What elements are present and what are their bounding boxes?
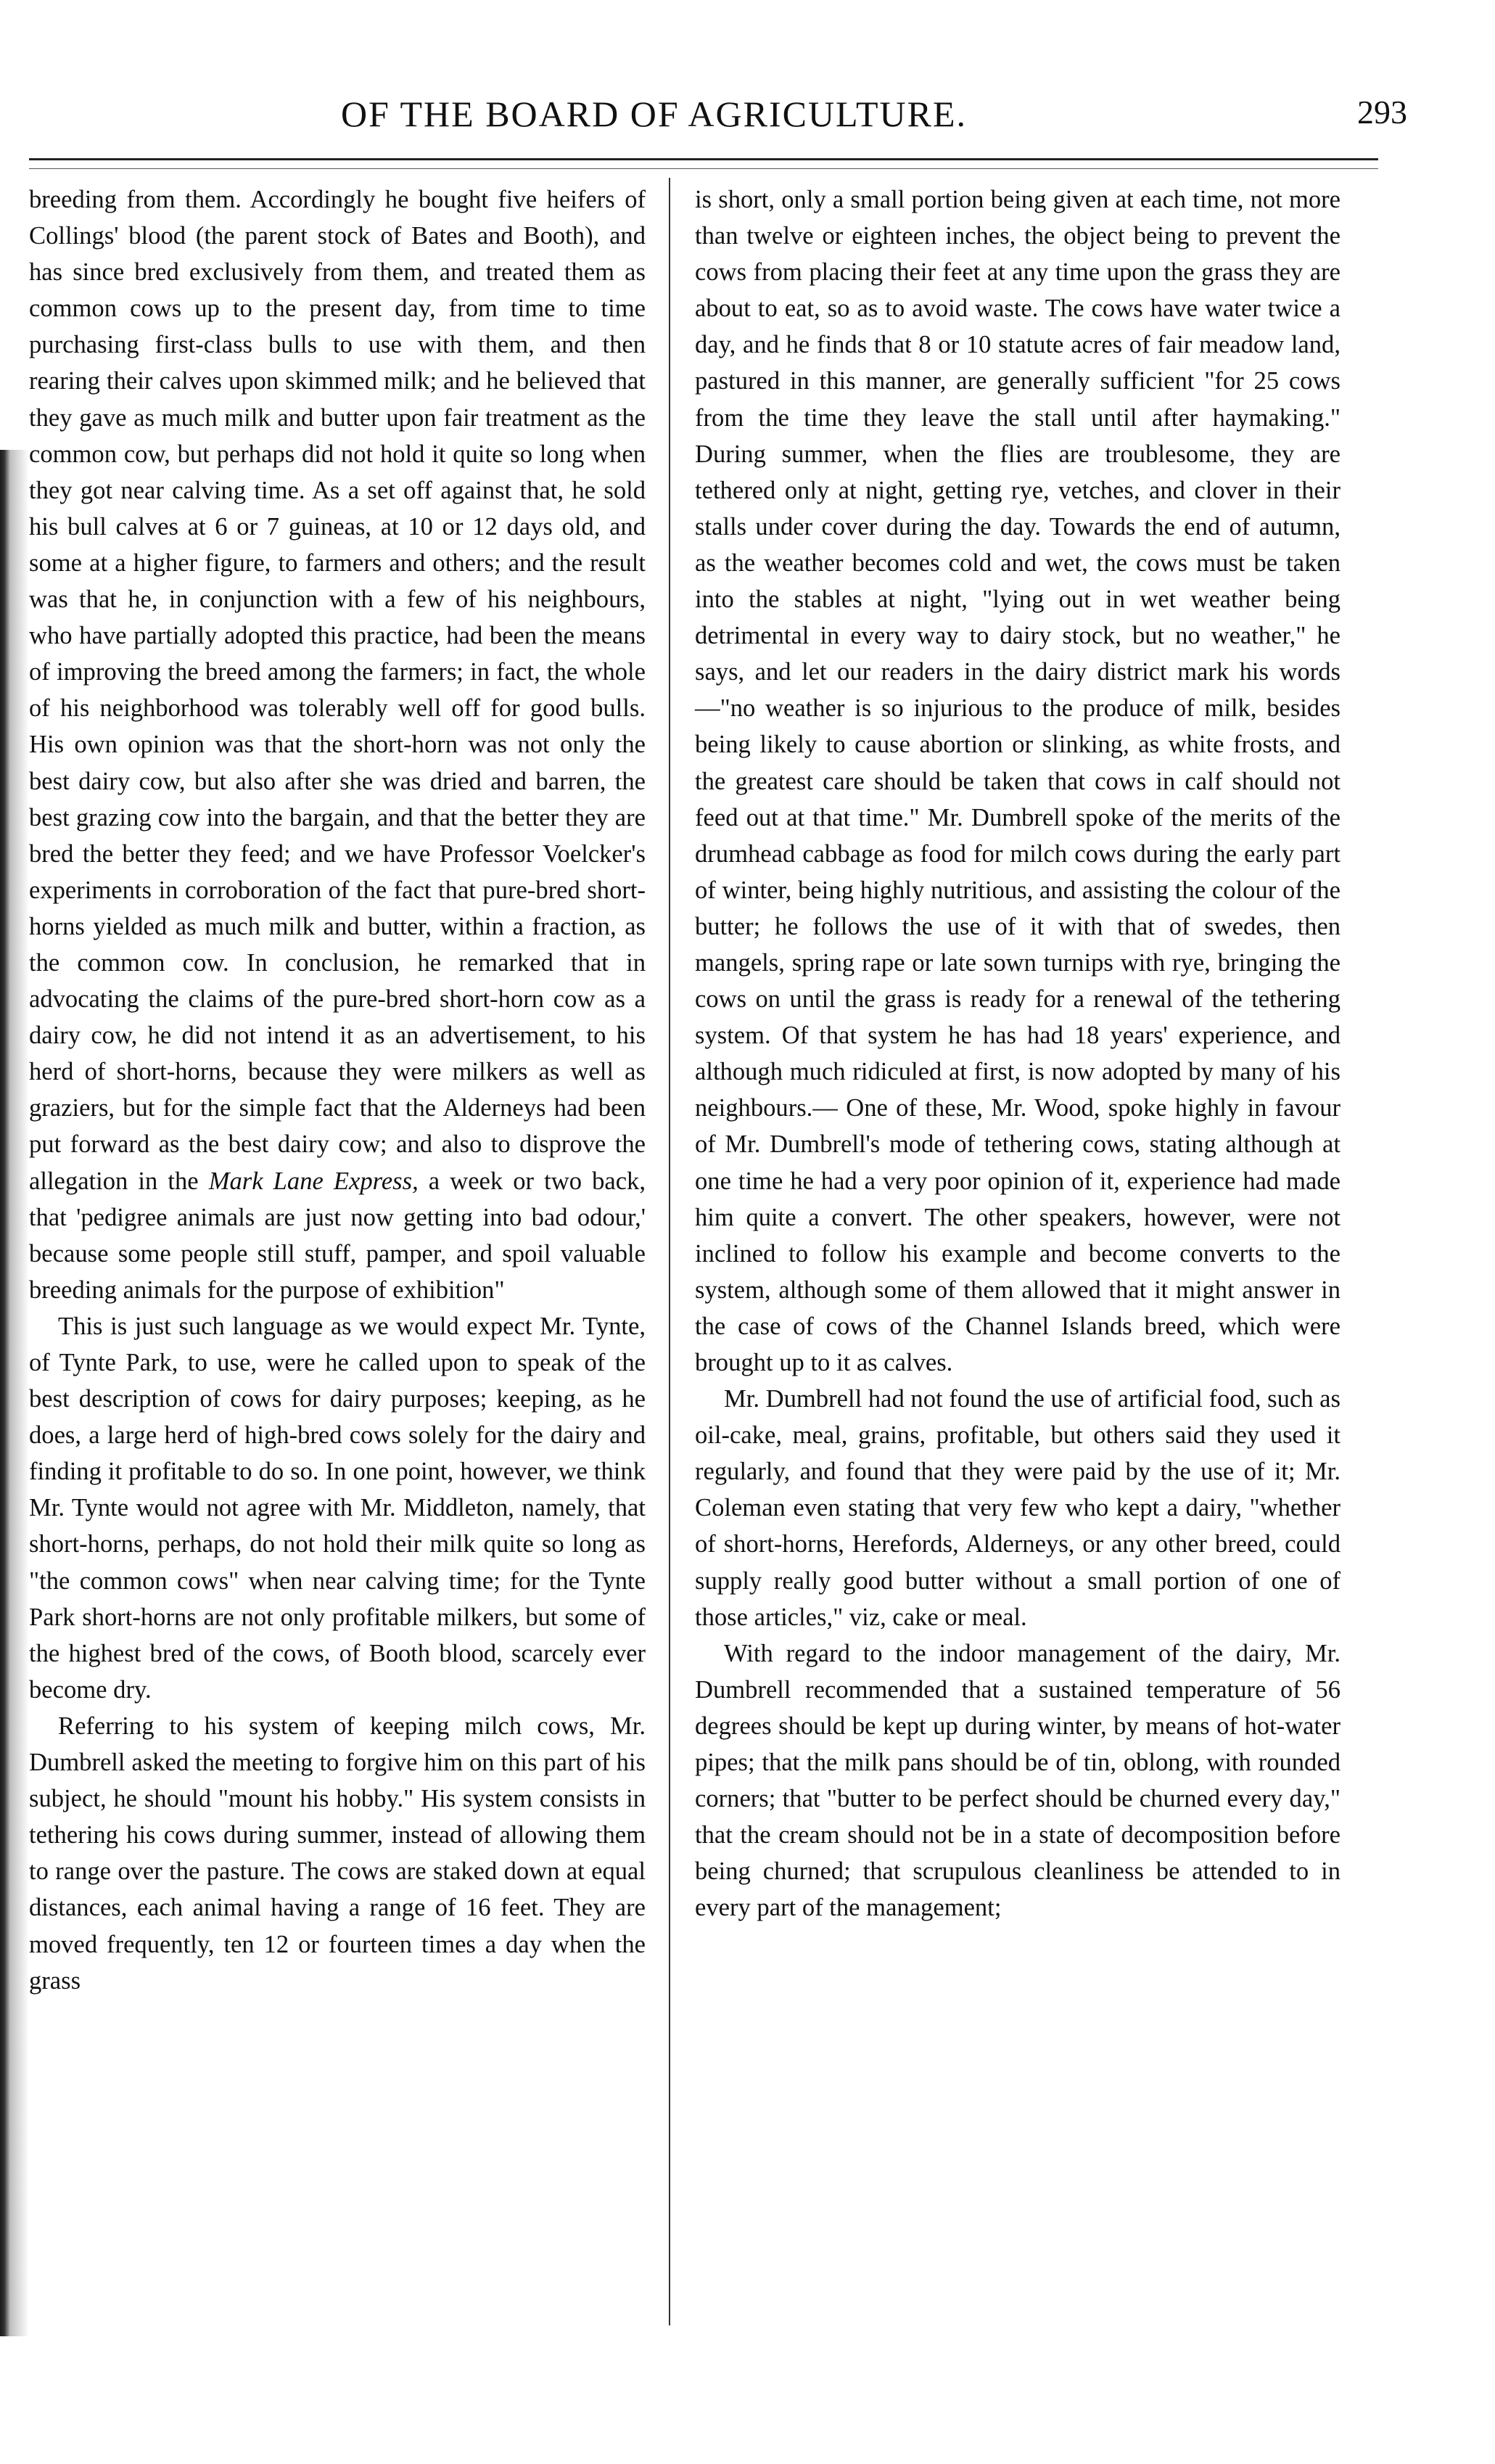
left-column xyxy=(29,181,646,1999)
binding-shadow xyxy=(0,450,29,2336)
header-rule xyxy=(29,158,1378,160)
left-paragraph-1-italic: Mark Lane Express, xyxy=(208,1167,419,1195)
running-title: OF THE BOARD OF AGRICULTURE. xyxy=(341,94,968,134)
left-paragraph-3: Referring to his system of keeping milch cows, Mr. Dumbrell asked the meeting to forgive him on this part of his subject, he should "mount his hobby." His system consists in tethering his cows during summer, instead of allowing them to range over the pasture. The cows are staked down at equal distances, each animal having a range of 16 feet. They are moved frequently, ten 12 or fourteen times a day when the grass xyxy=(29,1712,646,1995)
left-paragraph-1 xyxy=(29,181,646,1308)
right-column xyxy=(695,181,1340,1926)
page-number: 293 xyxy=(1357,94,1407,131)
header-rule-thin xyxy=(29,168,1378,169)
left-paragraph-2: This is just such language as we would expect Mr. Tynte, of Tynte Park, to use, were he called upon to speak of the best description of cows for dairy purposes; keeping, as he does, a large herd of high-bred cows solely for the dairy and finding it profitable to do so. In one point, however, we think Mr. Tynte would not agree with Mr. Middleton, namely, that short-horns, perhaps, do not hold their milk quite so long as "the common cows" when near calving time; for the Tynte Park short-horns are not only profitable milkers, but some of the highest bred of the cows, of Booth blood, scarcely ever become dry. xyxy=(29,1312,646,1704)
left-paragraph-1-text: breeding from them. Accordingly he bought five heifers of Collings' blood (the parent stock of Bates and Booth), and has since bred exclusively from them, and treated them as common cows up to the present day, from time to time purchasing first-class bulls to use with them, and then rearing their calves upon skimmed milk; and he believed that they gave as much milk and butter upon fair treatment as the common cow, but perhaps did not hold it quite so long when they got near calving time. As a set off against that, he sold his bull calves at 6 or 7 guineas, at 10 or 12 days old, and some at a higher figure, to farmers and others; and the result was that he, in conjunction with a few of his neighbours, who have partially adopted this practice, had been the means of improving the breed among the farmers; in fact, the whole of his neighborhood was tolerably well off for good bulls. His own opinion was that the short-horn was not only the best dairy cow, but also after she was dried and barren, the best grazing cow into the bargain, and that the better they are bred the better they feed; and we have Professor Voelcker's experiments in corroboration of the fact that pure-bred short-horns yielded as much milk and butter, within a fraction, as the common cow. In conclusion, he remarked that in advocating the claims of the pure-bred short-horn cow as a dairy cow, he did not intend it as an advertisement, to his herd of short-horns, because they were milkers as well as graziers, but for the simple fact that the Alderneys had been put forward as the best dairy cow; and also to disprove the allegation in the xyxy=(29,186,646,1195)
column-divider xyxy=(669,178,670,2325)
right-paragraph-1: is short, only a small portion being given at each time, not more than twelve or eighteen inches, the object being to prevent the cows from placing their feet at any time upon the grass they are about to eat, so as to avoid waste. The cows have water twice a day, and he finds that 8 or 10 statute acres of fair meadow land, pastured in this manner, are generally sufficient "for 25 cows from the time they leave the stall until after haymaking." During summer, when the flies are troublesome, they are tethered only at night, getting rye, vetches, and clover in their stalls under cover during the day. Towards the end of autumn, as the weather becomes cold and wet, the cows must be taken into the stables at night, "lying out in wet weather being detrimental in every way to dairy stock, but no weather," he says, and let our readers in the dairy district mark his words—"no weather is so injurious to the produce of milk, besides being likely to cause abortion or slinking, as white frosts, and the greatest care should be taken that cows in calf should not feed out at that time." Mr. Dumbrell spoke of the merits of the drumhead cabbage as food for milch cows during the early part of winter, being highly nutritious, and assisting the colour of the butter; he follows the use of it with that of swedes, then mangels, spring rape or late sown turnips with rye, bringing the cows on until the grass is ready for a renewal of the tethering system. Of that system he has had 18 years' experience, and although much ridiculed at first, is now adopted by many of his neighbours.— One of these, Mr. Wood, spoke highly in favour of Mr. Dumbrell's mode of tethering cows, stating although at one time he had a very poor opinion of it, experience had made him quite a convert. The other speakers, however, were not inclined to follow his example and become converts to the system, although some of them allowed that it might answer in the case of cows of the Channel Islands breed, which were brought up to it as calves. xyxy=(695,186,1340,1376)
running-head xyxy=(341,93,1407,144)
left-paragraph-1-end: a week or two back, that 'pedigree animals are just now getting into bad odour,' because some people still stuff, pamper, and spoil valuable breeding animals for the purpose of exhibition" xyxy=(29,1167,646,1304)
right-paragraph-2: Mr. Dumbrell had not found the use of artificial food, such as oil-cake, meal, grains, profitable, but others said they used it regularly, and found that they were paid by the use of it; Mr. Coleman even stating that very few who kept a dairy, "whether of short-horns, Herefords, Alderneys, or any other breed, could supply really good butter without a small portion of one of those articles," viz, cake or meal. xyxy=(695,1385,1340,1631)
right-paragraph-3: With regard to the indoor management of the dairy, Mr. Dumbrell recommended that a sustained temperature of 56 degrees should be kept up during winter, by means of hot-water pipes; that the milk pans should be of tin, oblong, with rounded corners; that "butter to be perfect should be churned every day," that the cream should not be in a state of decomposition before being churned; that scrupulous cleanliness be attended to in every part of the management; xyxy=(695,1639,1340,1922)
